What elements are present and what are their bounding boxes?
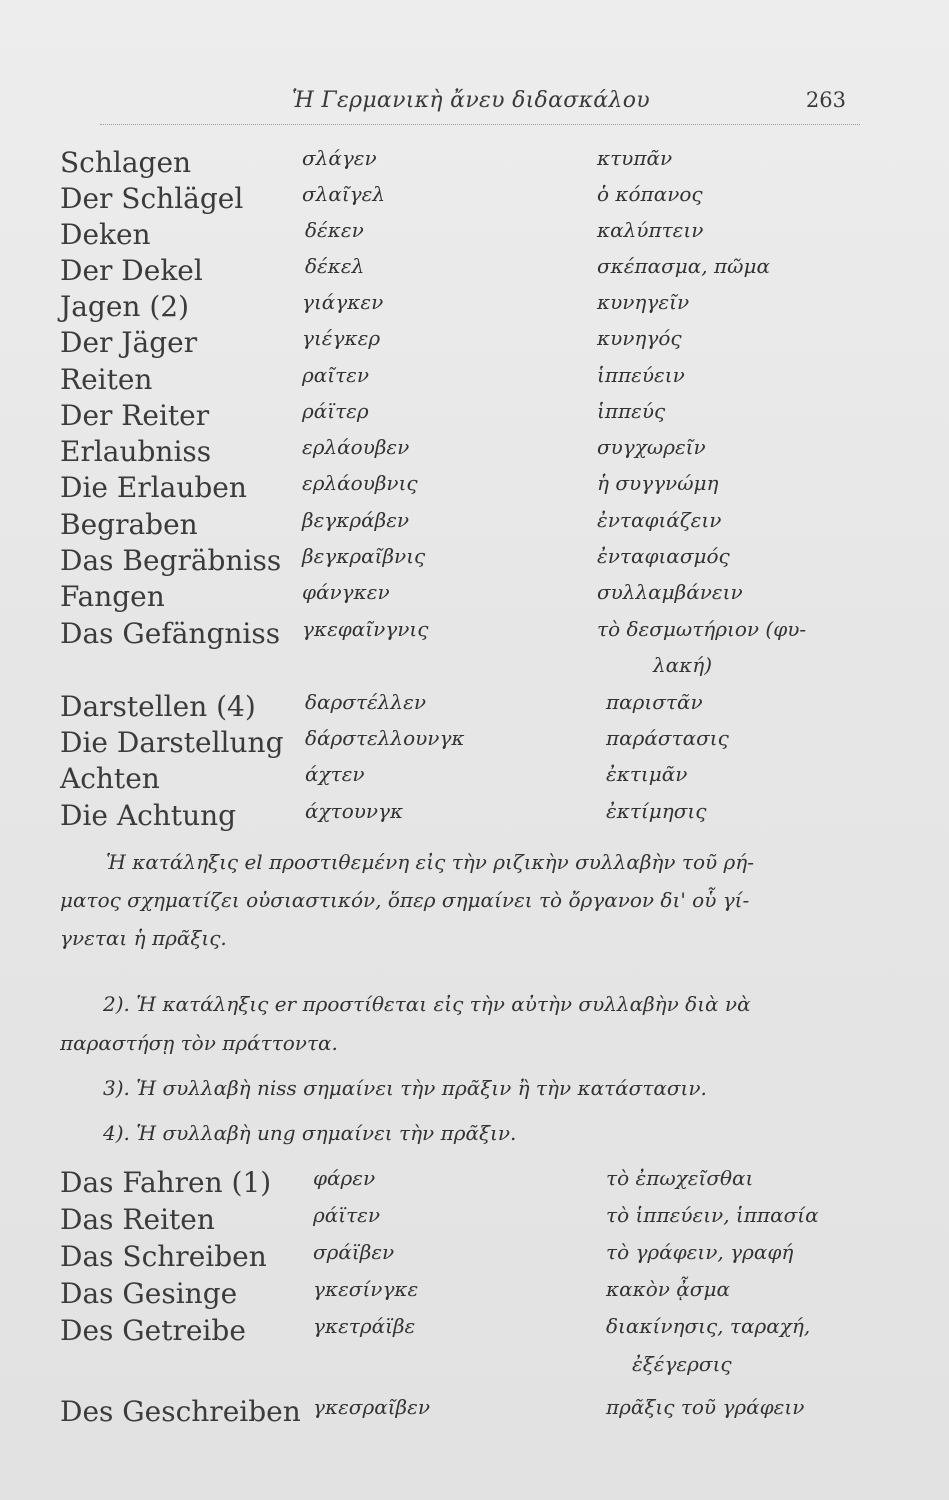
transliteration: άχτεν: [305, 762, 365, 786]
transliteration: φάνγκεν: [302, 580, 390, 604]
vocab-row: [0, 363, 949, 399]
vocab-row: [0, 182, 949, 218]
german-word: Der Jäger: [60, 326, 198, 359]
vocab-row: [0, 435, 949, 471]
transliteration: σλάγεν: [302, 146, 377, 170]
german-word: Des Getreibe: [60, 1314, 246, 1347]
transliteration: δέκεν: [305, 218, 364, 242]
greek-meaning: ἱππεύειν: [597, 363, 685, 387]
vocab-row-continuation: [0, 653, 949, 689]
german-word: Das Begräbniss: [60, 544, 282, 577]
german-word: Der Reiter: [60, 399, 210, 432]
greek-meaning: τὸ ἐπωχεῖσθαι: [606, 1166, 754, 1190]
german-word: Fangen: [60, 580, 165, 613]
vocab-row-continuation: [0, 1352, 949, 1388]
note-1-line-2: ματος σχηματίζει οὐσιαστικόν, ὅπερ σημαίνει τὸ ὄργανον δι' οὗ γί-: [60, 888, 750, 912]
vocab-row: [0, 1314, 949, 1350]
german-word: Der Dekel: [60, 254, 203, 287]
vocab-row: [0, 508, 949, 544]
transliteration: γιέγκερ: [302, 326, 381, 350]
german-word: Das Reiten: [60, 1203, 215, 1236]
transliteration: γκετράϊβε: [313, 1314, 416, 1338]
vocab-row: [0, 1277, 949, 1313]
note-1-line-3: γνεται ἡ πρᾶξις.: [60, 926, 227, 950]
transliteration: σλαῖγελ: [302, 182, 386, 206]
greek-meaning: σκέπασμα, πῶμα: [597, 254, 770, 278]
vocab-row: [0, 1166, 949, 1202]
note-2-line-1: 2). Ἡ κατάληξις er προστίθεται εἰς τὴν αὐτὴν συλλαβὴν διὰ νὰ: [103, 992, 751, 1016]
vocab-row: [0, 1395, 949, 1431]
german-word: Deken: [60, 218, 151, 251]
note-3: 3). Ἡ συλλαβὴ niss σημαίνει τὴν πρᾶξιν ἢ τὴν κατάστασιν.: [103, 1076, 707, 1100]
vocab-row: [0, 544, 949, 580]
vocab-row: [0, 471, 949, 507]
running-title: Ἡ Γερμανικὴ ἄνευ διδασκάλου: [292, 88, 650, 113]
greek-meaning: κυνηγεῖν: [597, 290, 690, 314]
greek-meaning: ἐκτίμησις: [606, 799, 707, 823]
greek-meaning: διακίνησις, ταραχή,: [606, 1314, 811, 1338]
german-word: Das Schreiben: [60, 1240, 267, 1273]
vocab-row: [0, 290, 949, 326]
greek-meaning: ἱππεύς: [597, 399, 666, 423]
german-word: Die Erlauben: [60, 471, 247, 504]
greek-meaning: πρᾶξις τοῦ γράφειν: [606, 1395, 805, 1419]
transliteration: ράϊτεν: [313, 1203, 381, 1227]
german-word: Das Fahren (1): [60, 1166, 272, 1199]
german-word: Begraben: [60, 508, 198, 541]
transliteration: σράϊβεν: [313, 1240, 395, 1264]
vocab-row: [0, 254, 949, 290]
vocab-row: [0, 690, 949, 726]
transliteration: βεγκραῖβνις: [302, 544, 426, 568]
greek-meaning: ἐνταφιάζειν: [597, 508, 722, 532]
greek-meaning: ἡ συγγνώμη: [597, 471, 719, 495]
vocab-row: [0, 218, 949, 254]
transliteration: γκεφαῖνγνις: [302, 617, 429, 641]
greek-meaning: τὸ γράφειν, γραφή: [606, 1240, 794, 1264]
vocab-row: [0, 617, 949, 653]
german-word: Die Achtung: [60, 799, 237, 832]
german-word: Reiten: [60, 363, 153, 396]
transliteration: ερλάουβεν: [302, 435, 410, 459]
greek-meaning: κακὸν ᾆσμα: [606, 1277, 730, 1301]
vocab-row: [0, 762, 949, 798]
transliteration: άχτουνγκ: [305, 799, 404, 823]
transliteration: γιάγκεν: [302, 290, 384, 314]
german-word: Des Geschreiben: [60, 1395, 301, 1428]
vocab-row: [0, 399, 949, 435]
greek-meaning: ὁ κόπανος: [597, 182, 703, 206]
greek-meaning: ἐκτιμᾶν: [606, 762, 688, 786]
german-word: Der Schlägel: [60, 182, 244, 215]
vocab-row: [0, 1203, 949, 1239]
transliteration: ερλάουβνις: [302, 471, 418, 495]
page-number: 263: [805, 88, 846, 112]
transliteration: φάρεν: [313, 1166, 376, 1190]
german-word: Das Gesinge: [60, 1277, 238, 1310]
transliteration: γκεσραῖβεν: [313, 1395, 431, 1419]
vocab-row: [0, 726, 949, 762]
german-word: Achten: [60, 762, 160, 795]
transliteration: ράϊτερ: [302, 399, 369, 423]
german-word: Schlagen: [60, 146, 192, 179]
vocab-row: [0, 326, 949, 362]
header-rule: [100, 124, 860, 127]
note-2-line-2: παραστήσῃ τὸν πράττοντα.: [60, 1031, 338, 1055]
transliteration: γκεσίνγκε: [313, 1277, 419, 1301]
german-word: Die Darstellung: [60, 726, 284, 759]
greek-meaning: κτυπᾶν: [597, 146, 673, 170]
greek-meaning: τὸ ἱππεύειν, ἱππασία: [606, 1203, 819, 1227]
german-word: Darstellen (4): [60, 690, 256, 723]
vocab-row: [0, 1240, 949, 1276]
greek-meaning-continuation: ἐξέγερσις: [632, 1352, 732, 1376]
transliteration: δέκελ: [305, 254, 365, 278]
page-header: [60, 88, 850, 124]
greek-meaning: συγχωρεῖν: [597, 435, 706, 459]
greek-meaning: τὸ δεσμωτήριον (φυ-: [597, 617, 807, 641]
greek-meaning: κυνηγός: [597, 326, 682, 350]
transliteration: δαρστέλλεν: [305, 690, 426, 714]
note-4: 4). Ἡ συλλαβὴ ung σημαίνει τὴν πρᾶξιν.: [103, 1121, 517, 1145]
vocab-row: [0, 146, 949, 182]
greek-meaning: ἐνταφιασμός: [597, 544, 730, 568]
german-word: Das Gefängniss: [60, 617, 281, 650]
greek-meaning-continuation: λακή): [653, 653, 713, 677]
greek-meaning: συλλαμβάνειν: [597, 580, 743, 604]
greek-meaning: καλύπτειν: [597, 218, 704, 242]
german-word: Erlaubniss: [60, 435, 212, 468]
transliteration: βεγκράβεν: [302, 508, 410, 532]
transliteration: ραῖτεν: [302, 363, 370, 387]
greek-meaning: παριστᾶν: [606, 690, 703, 714]
note-1-line-1: Ἡ κατάληξις el προστιθεμένη εἰς τὴν ριζικὴν συλλαβὴν τοῦ ρή-: [106, 850, 754, 874]
vocab-row: [0, 799, 949, 835]
transliteration: δάρστελλουνγκ: [305, 726, 465, 750]
vocab-row: [0, 580, 949, 616]
german-word: Jagen (2): [60, 290, 190, 323]
greek-meaning: παράστασις: [606, 726, 729, 750]
